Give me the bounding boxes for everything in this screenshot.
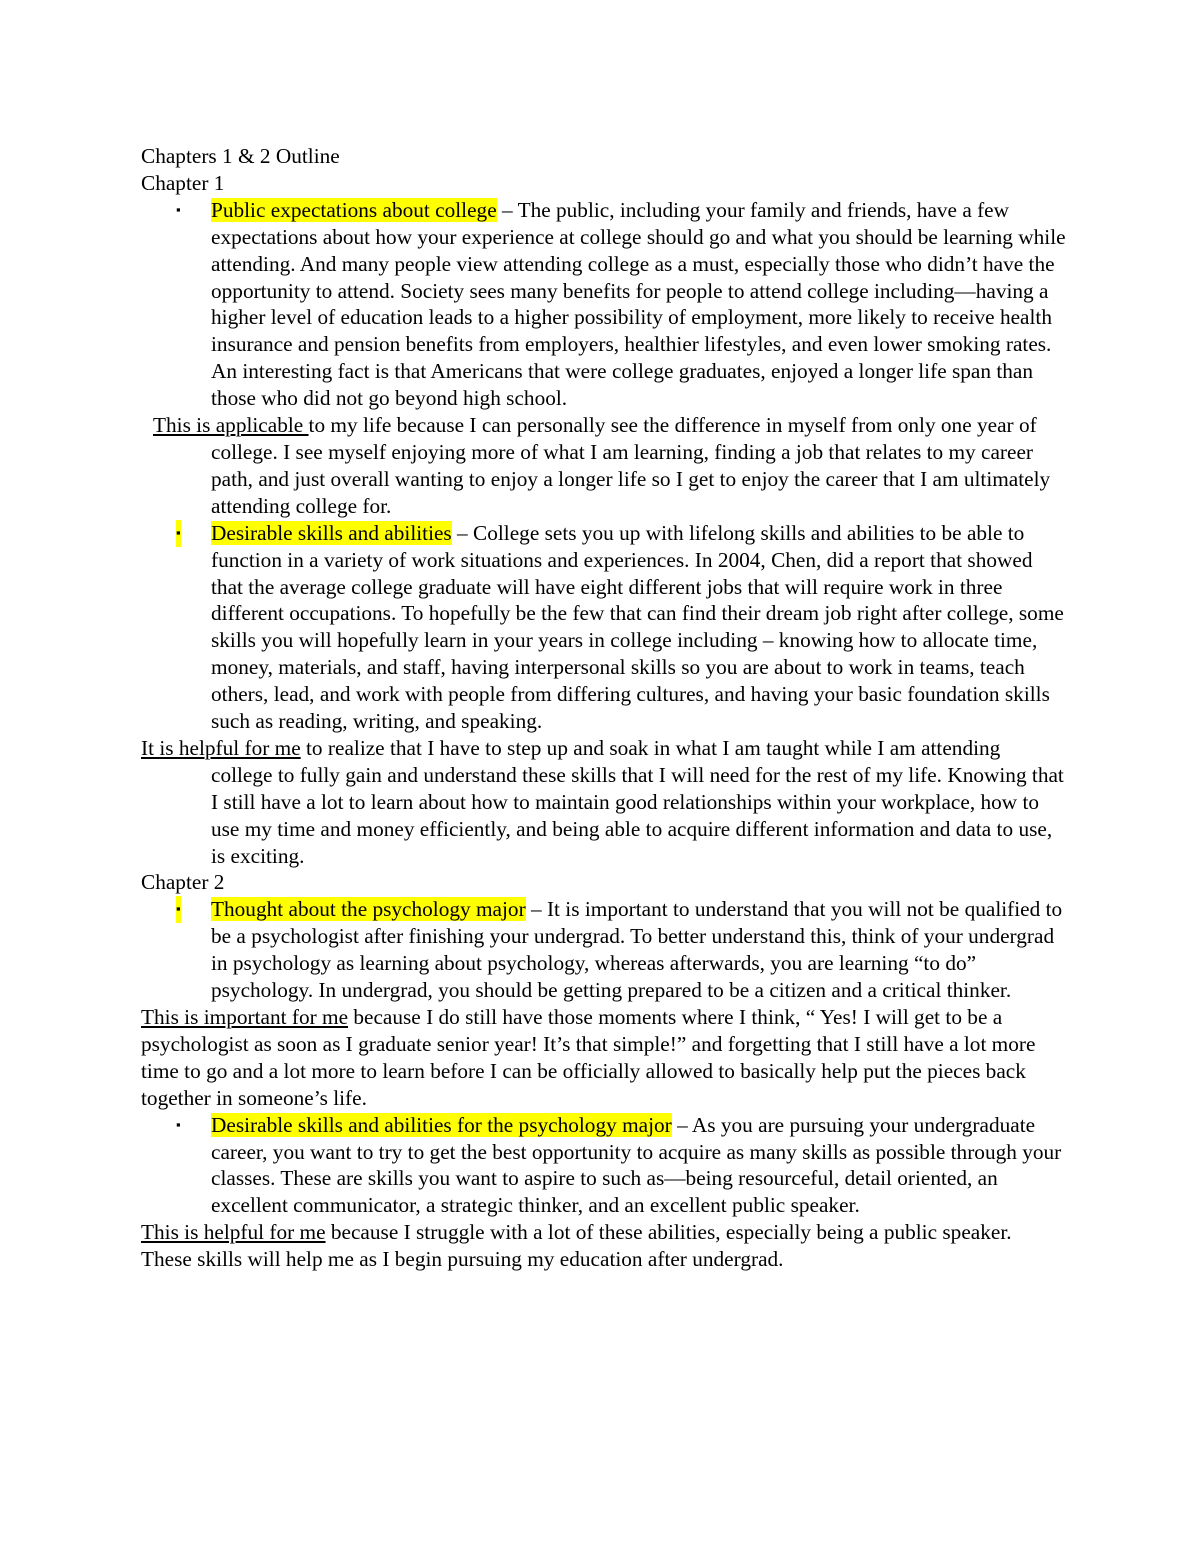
document-title: Chapters 1 & 2 Outline bbox=[141, 144, 340, 168]
outline-item-public-expectations bbox=[141, 197, 1066, 412]
outline-body: – The public, including your family and friends, have a few expectations about how your experience at college should go and what you should be learning while attending. And many people view attending college as a must, especially those who didn’t have the opportunity to attend. Society sees many benefits for people to attend college including—having a higher level of education leads to a higher possibility of employment, more likely to receive health insurance and pension benefits from employers, healthier lifestyles, and even lower smoking rates. An interesting fact is that Americans that were college graduates, enjoyed a longer life span than those who did not go beyond high school. bbox=[211, 197, 1066, 411]
outline-body: – It is important to understand that you will not be qualified to be a psychologist after finishing your undergrad. To better understand this, think of your undergrad in psychology as learning about psychology, whereas afterwards, you are learning “to do” psychology. In undergrad, you should be getting prepared to be a citizen and a critical thinker. bbox=[211, 897, 1063, 1003]
bullet-square-icon: ▪ bbox=[176, 201, 181, 217]
reflection-paragraph bbox=[141, 735, 1066, 870]
outline-term: Desirable skills and abilities bbox=[211, 520, 452, 545]
reflection-paragraph bbox=[141, 1004, 1066, 1112]
reflection-lead: This is applicable bbox=[153, 413, 309, 438]
bullet-square-icon: ▪ bbox=[176, 896, 181, 923]
outline-body: – As you are pursuing your undergraduate career, you want to try to get the best opportunity to acquire as many skills as possible through your classes. These are skills you want to aspire to such as—being resourceful, detail oriented, an excellent communicator, a strategic thinker, and an excellent public speaker. bbox=[211, 1112, 1062, 1218]
reflection-lead: This is important for me bbox=[141, 1005, 349, 1029]
document-page bbox=[141, 143, 1066, 1273]
chapter-1-heading: Chapter 1 bbox=[141, 170, 225, 195]
reflection-paragraph bbox=[141, 1219, 1066, 1273]
reflection-body: because I do still have those moments where I think, “ Yes! I will get to be a psychologist as soon as I graduate senior year! It’s that simple!” and forgetting that I still have a lot more time to go and a lot more to learn before I can be officially allowed to basically help put the pieces back together in someone’s life. bbox=[141, 1005, 1036, 1110]
reflection-body: to realize that I have to step up and soak in what I am taught while I am attending college to fully gain and understand these skills that I will need for the rest of my life. Knowing that I still have a lot to learn about how to maintain good relationships within your workplace, how to use my time and money efficiently, and being able to acquire different information and data to use, is exciting. bbox=[211, 735, 1064, 868]
chapter-2-heading: Chapter 2 bbox=[141, 870, 225, 895]
outline-item-desirable-skills bbox=[141, 520, 1066, 735]
reflection-lead: It is helpful for me bbox=[141, 735, 301, 760]
reflection-body: because I struggle with a lot of these abilities, especially being a public speaker. These skills will help me as I begin pursuing my education after undergrad. bbox=[141, 1220, 1012, 1272]
reflection-paragraph bbox=[141, 412, 1066, 520]
outline-term: Thought about the psychology major bbox=[211, 897, 526, 922]
outline-item-psych-skills bbox=[141, 1112, 1066, 1220]
bullet-square-icon: ▪ bbox=[176, 520, 181, 547]
outline-term: Public expectations about college bbox=[211, 197, 497, 222]
bullet-square-icon: ▪ bbox=[176, 1116, 181, 1132]
reflection-lead: This is helpful for me bbox=[141, 1220, 326, 1245]
outline-body: – College sets you up with lifelong skills and abilities to be able to function in a variety of work situations and experiences. In 2004, Chen, did a report that showed that the average college graduate will have eight different jobs that will require work in three different occupations. To hopefully be the few that can find their dream job right after college, some skills you will hopefully learn in your years in college including – knowing how to allocate time, money, materials, and staff, having interpersonal skills so you are about to work in teams, teach others, lead, and work with people from differing cultures, and having your basic foundation skills such as reading, writing, and speaking. bbox=[211, 520, 1064, 734]
outline-term: Desirable skills and abilities for the psychology major bbox=[211, 1112, 672, 1137]
reflection-body: to my life because I can personally see the difference in myself from only one year of college. I see myself enjoying more of what I am learning, finding a job that relates to my career path, and just overall wanting to enjoy a longer life so I get to enjoy the career that I am ultimately attending college for. bbox=[211, 413, 1051, 518]
outline-item-psychology-major bbox=[141, 896, 1066, 1004]
